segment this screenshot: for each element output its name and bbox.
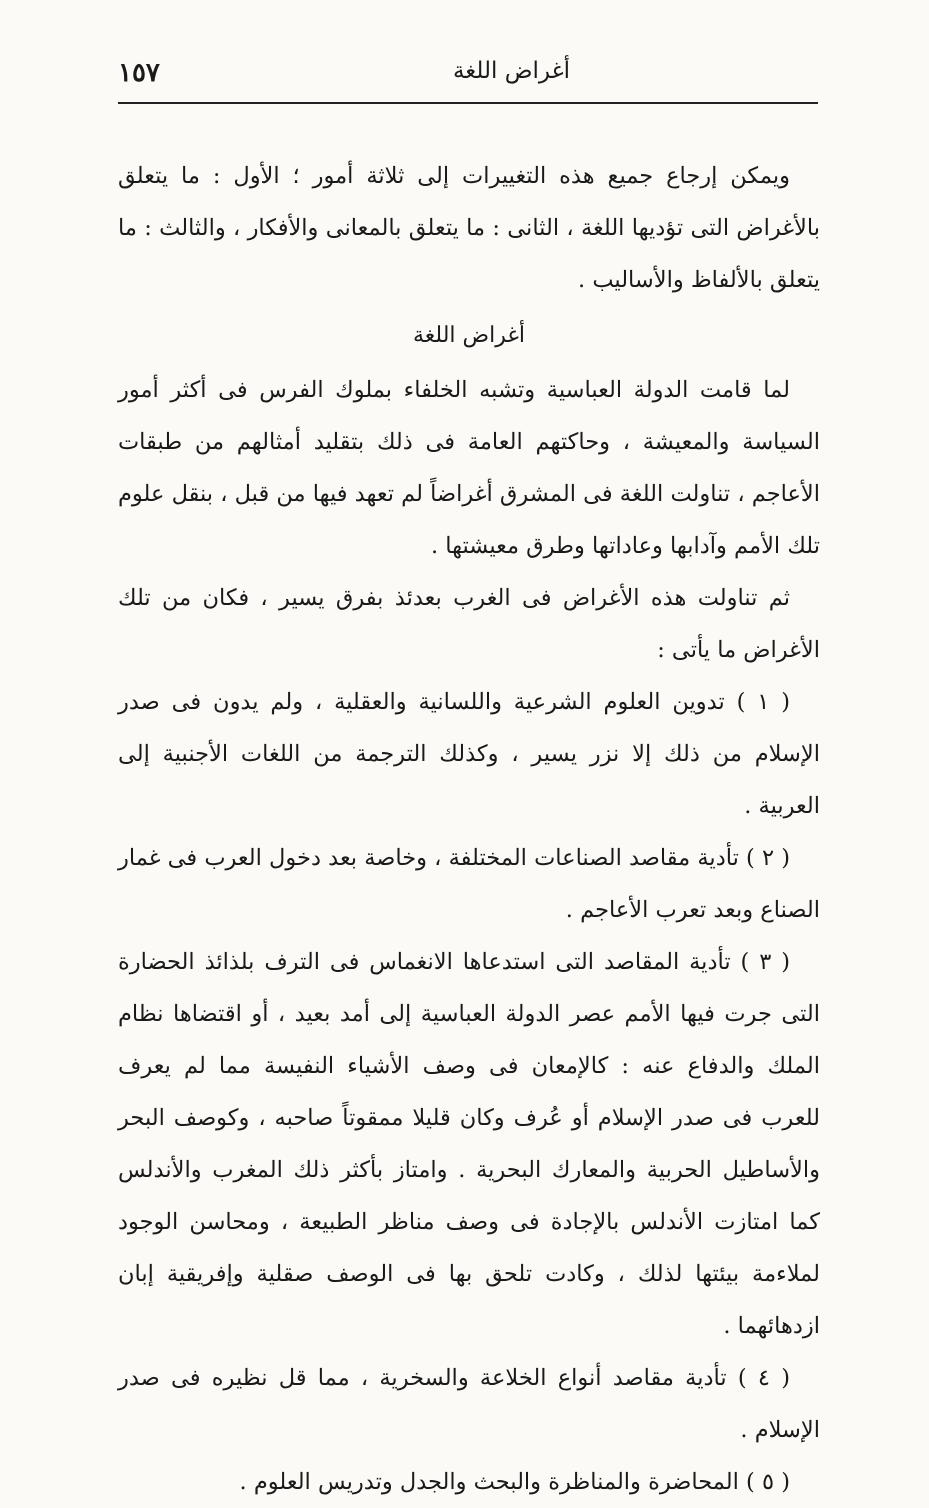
intro-paragraph: ويمكن إرجاع جميع هذه التغييرات إلى ثلاثة أمور ؛ الأول : ما يتعلق بالأغراض التى تؤديها اللغة ، الثانى : ما يتعلق بالمعانى والأفكار ، والثالث : ما يتعلق بالألفاظ والأساليب . — [118, 163, 820, 293]
list-item: ( ٣ ) تأدية المقاصد التى استدعاها الانغماس فى الترف بلذائذ الحضارة التى جرت فيها الأمم عصر الدولة العباسية إلى أمد بعيد ، أو اقتضاها نظام الملك والدفاع عنه : كالإمعان فى وصف الأشياء النفيسة مما لم يعرف للعرب فى صدر الإسلام أو عُرف وكان قليلا ممقوتاً صاحبه ، وكوصف البحر والأساطيل الحربية والمعارك البحرية . وامتاز بأكثر ذلك المغرب والأندلس كما امتازت الأندلس بالإجادة فى وصف مناظر الطبيعة ، ومحاسن الوجود لملاءمة بيئتها لذلك ، وكادت تلحق بها فى الوصف صقلية وإفريقية إبان ازدهائهما . — [118, 949, 820, 1339]
section-heading: أغراض اللغة — [413, 323, 525, 348]
page-header — [118, 52, 818, 104]
list-item: ( ١ ) تدوين العلوم الشرعية واللسانية والعقلية ، ولم يدون فى صدر الإسلام من ذلك إلا نزر يسير ، وكذلك الترجمة من اللغات الأجنبية إلى العربية . — [118, 689, 820, 819]
numbered-list — [118, 676, 820, 1508]
running-title: أغراض اللغة — [452, 58, 570, 84]
list-item: ( ٤ ) تأدية مقاصد أنواع الخلاعة والسخرية ، مما قل نظيره فى صدر الإسلام . — [118, 1365, 820, 1443]
paragraph-1: لما قامت الدولة العباسية وتشبه الخلفاء بملوك الفرس فى أكثر أمور السياسة والمعيشة ، وحاكتهم العامة فى ذلك بتقليد أمثالهم من طبقات الأعاجم ، تناولت اللغة فى المشرق أغراضاً لم تعهد فيها من قبل ، بنقل علوم تلك الأمم وآدابها وعاداتها وطرق معيشتها . — [118, 377, 820, 559]
page-body — [118, 150, 820, 1508]
list-item: ( ٢ ) تأدية مقاصد الصناعات المختلفة ، وخاصة بعد دخول العرب فى غمار الصناع وبعد تعرب الأعاجم . — [118, 845, 820, 923]
page-number: ١٥٧ — [118, 58, 160, 88]
list-item: ( ٥ ) المحاضرة والمناظرة والبحث والجدل وتدريس العلوم . — [239, 1469, 790, 1495]
paragraph-2: ثم تناولت هذه الأغراض فى الغرب بعدئذ بفرق يسير ، فكان من تلك الأغراض ما يأتى : — [118, 585, 820, 663]
